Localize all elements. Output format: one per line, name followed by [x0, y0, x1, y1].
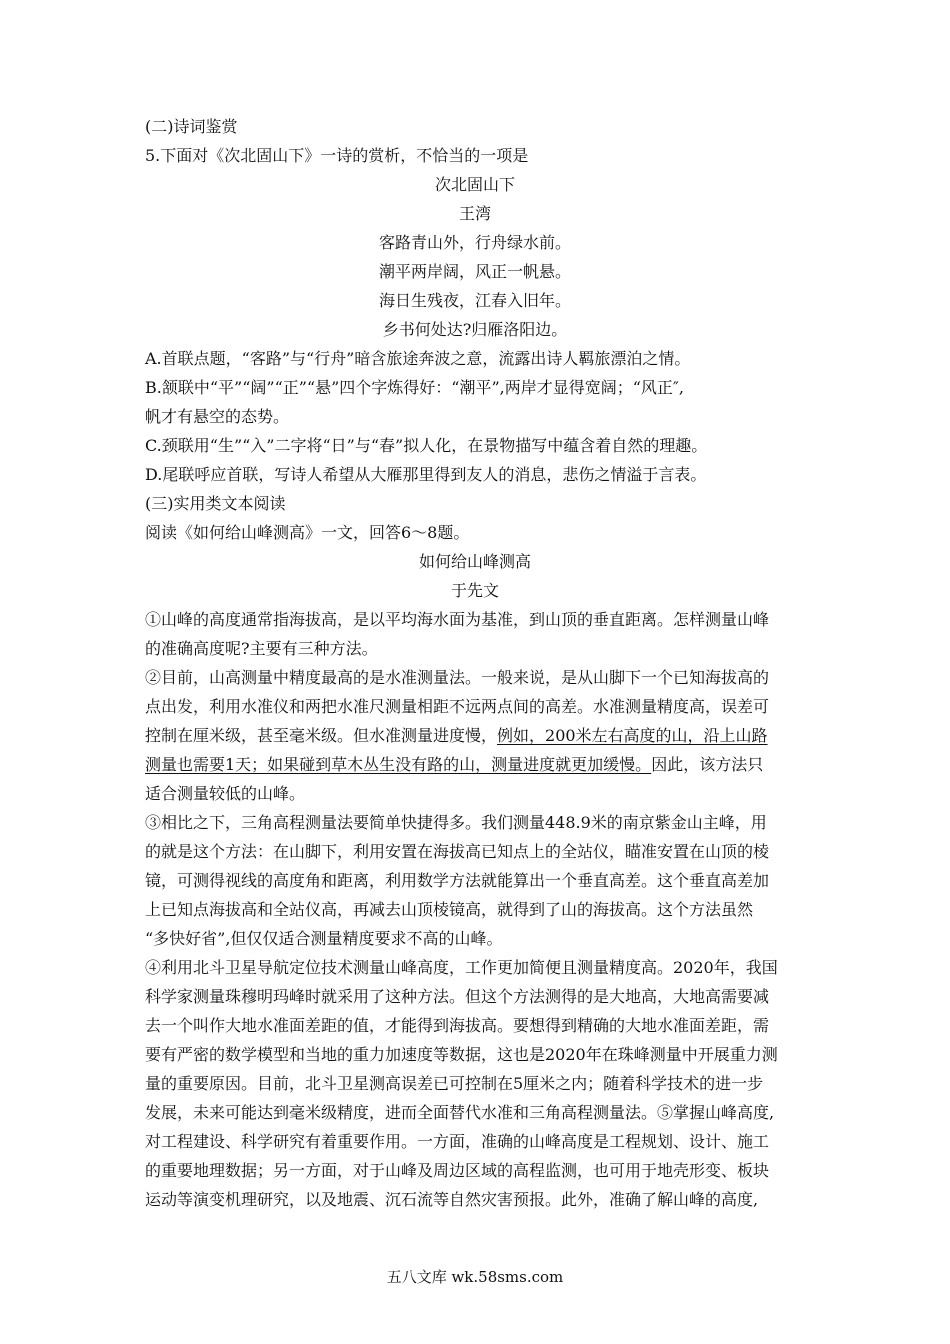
text-segment: 因此，该方法只: [651, 755, 764, 774]
option-c: C.颈联用“生”“入”二字将“日”与“春”拟人化，在景物描写中蕴含着自然的理趣。: [145, 436, 708, 455]
article-paragraph-4: [145, 953, 805, 1214]
underlined-text: 例如，200米左右高度的山，沿上山路: [497, 726, 768, 745]
poem-line: 海日生残夜，江春入旧年。: [378, 291, 571, 310]
text-line: 点出发，利用水准仪和两把水准尺测量相距不远两点间的高差。水准测量精度高，误差可: [145, 697, 770, 716]
underlined-text: 测量也需要1天；如果碰到草木丛生没有路的山，测量进度就更加缓慢。: [145, 755, 652, 774]
text-line: 的就是这个方法：在山脚下，利用安置在海拔高已知点上的全站仪，瞄准安置在山顶的棱: [145, 842, 770, 861]
poem-line: 乡书何处达?归雁洛阳边。: [382, 320, 568, 339]
text-line: 量的重要原因。目前，北斗卫星测高误差已可控制在5厘米之内；随着科学技术的进一步: [145, 1074, 764, 1093]
option-a: A.首联点题，“客路”与“行舟”暗含旅途奔波之意，流露出诗人羁旅漂泊之情。: [145, 349, 691, 368]
option-b: B.颔联中“平”“阔”“正”“悬”四个字炼得好：“潮平”,两岸才显得宽阔；“风正″,: [145, 378, 684, 397]
document-body: [145, 112, 805, 1214]
text-line: [145, 721, 805, 750]
text-line: 发展，未来可能达到毫米级精度，进而全面替代水准和三角高程测量法。⑤掌握山峰高度,: [145, 1103, 775, 1122]
article-paragraph-2: [145, 663, 805, 808]
question-stem: 5.下面对《次北固山下》一诗的赏析，不恰当的一项是: [145, 146, 529, 165]
poem-line: 潮平两岸阔，风正一帆悬。: [378, 262, 571, 281]
text-line: 科学家测量珠穆明玛峰时就采用了这种方法。但这个方法测得的是大地高，大地高需要减: [145, 987, 770, 1006]
option-d: D.尾联呼应首联，写诗人希望从大雁那里得到友人的消息，悲伤之情溢于言表。: [145, 465, 707, 484]
text-line: 的重要地理数据；另一方面，对于山峰及周边区域的高程监测，也可用于地壳形变、板块: [145, 1161, 770, 1180]
text-line: 去一个叫作大地水准面差距的值，才能得到海拔高。要想得到精确的大地水准面差距，需: [145, 1016, 770, 1035]
article-author: 于先文: [450, 581, 499, 600]
text-line: “多快好省”,但仅仅适合测量精度要求不高的山峰。: [145, 929, 503, 948]
article-paragraph-3: [145, 808, 805, 953]
section-heading: (二)诗词鉴赏: [145, 117, 238, 136]
text-line: 镜，可测得视线的高度角和距离，利用数学方法就能算出一个垂直高差。这个垂直高差加: [145, 871, 770, 890]
article-title: 如何给山峰测高: [418, 552, 531, 571]
poem-title: 次北固山下: [434, 175, 515, 194]
text-line: 的准确高度呢?主要有三种方法。: [145, 639, 378, 658]
text-line: ②目前，山高测量中精度最高的是水准测量法。一般来说，是从山脚下一个已知海拔高的: [145, 668, 770, 687]
text-line: ③相比之下，三角高程测量法要简单快捷得多。我们测量448.9米的南京紫金山主峰，用: [145, 813, 767, 832]
text-line: 适合测量较低的山峰。: [145, 784, 306, 803]
text-line: 对工程建设、科学研究有着重要作用。一方面，准确的山峰高度是工程规划、设计、施工: [145, 1132, 770, 1151]
text-line: [145, 750, 805, 779]
poem-author: 王湾: [458, 204, 491, 223]
text-line: ①山峰的高度通常指海拔高，是以平均海水面为基准，到山顶的垂直距离。怎样测量山峰: [145, 610, 770, 629]
text-line: 上已知点海拔高和全站仪高，再减去山顶棱镜高，就得到了山的海拔高。这个方法虽然: [145, 900, 754, 919]
text-segment: 控制在厘米级，甚至毫米级。但水准测量进度慢，: [145, 726, 498, 745]
text-line: 要有严密的数学模型和当地的重力加速度等数据，这也是2020年在珠峰测量中开展重力测: [145, 1045, 778, 1064]
text-line: ④利用北斗卫星导航定位技术测量山峰高度，工作更加简便且测量精度高。2020年，我国: [145, 958, 778, 977]
footer-watermark: 五八文库 wk.58sms.com: [386, 1268, 564, 1286]
reading-prompt: 阅读《如何给山峰测高》一文，回答6～8题。: [145, 523, 470, 542]
article-paragraph-1: [145, 605, 805, 663]
poem-line: 客路青山外，行舟绿水前。: [378, 233, 571, 252]
text-line: 运动等演变机理研究，以及地震、沉石流等自然灾害预报。此外，准确了解山峰的高度,: [145, 1190, 759, 1209]
option-b-cont: 帆才有悬空的态势。: [145, 407, 290, 426]
section-heading: (三)实用类文本阅读: [145, 494, 286, 513]
